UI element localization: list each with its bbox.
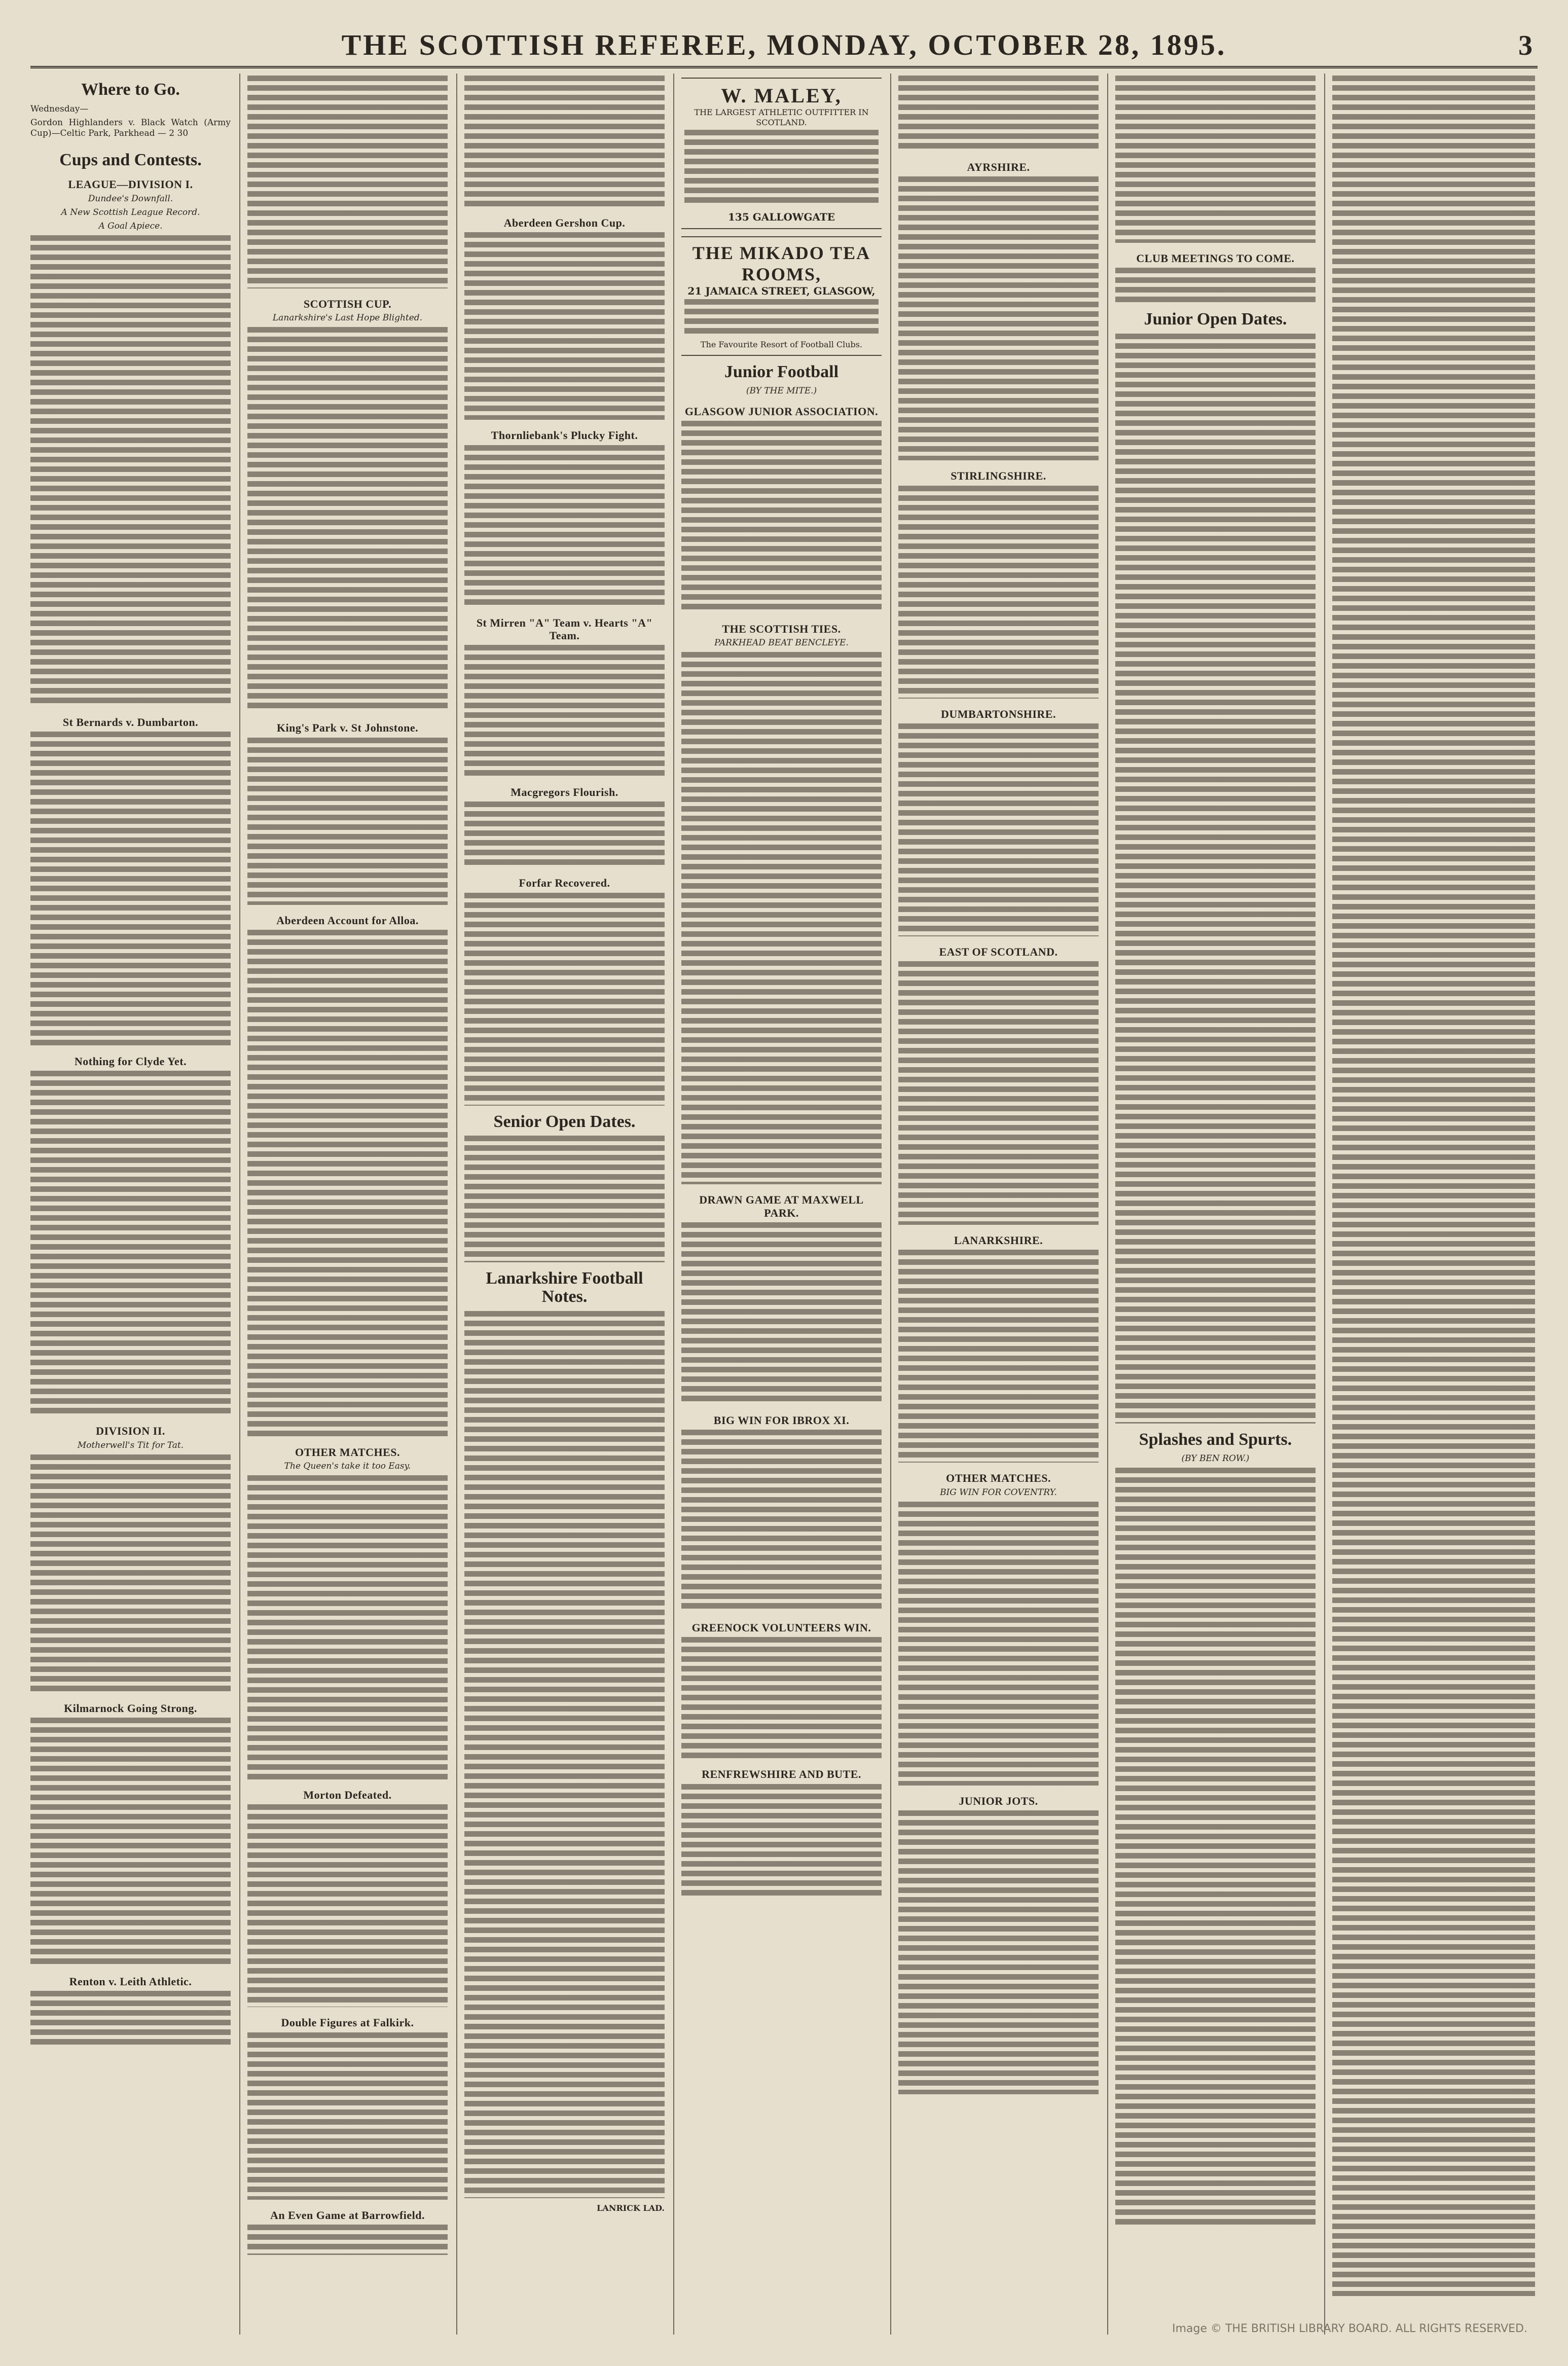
clyde-heading: Nothing for Clyde Yet. bbox=[74, 1054, 187, 1068]
article-text-block bbox=[247, 1804, 448, 2007]
article-text-block bbox=[681, 421, 882, 613]
article-text-block bbox=[464, 893, 665, 1106]
column-rule bbox=[673, 74, 674, 2335]
columns bbox=[30, 74, 1538, 2335]
column-rule bbox=[239, 74, 240, 2335]
article-text-block bbox=[681, 1637, 882, 1759]
dumbartonshire-heading: DUMBARTONSHIRE. bbox=[941, 707, 1056, 720]
article-text-block bbox=[681, 1222, 882, 1405]
copyright-notice: Image © THE BRITISH LIBRARY BOARD. ALL RIGHTS RESERVED. bbox=[1172, 2322, 1527, 2335]
junior-football-heading: Junior Football bbox=[724, 362, 839, 381]
where-to-go-entry: Gordon Highlanders v. Black Watch (Army Cup)—Celtic Park, Parkhead — 2 30 bbox=[30, 117, 231, 138]
barrowfield-heading: An Even Game at Barrowfield. bbox=[270, 2208, 425, 2222]
junior-byline: (BY THE MITE.) bbox=[746, 385, 817, 396]
senior-open-heading: Senior Open Dates. bbox=[493, 1112, 636, 1131]
column-7 bbox=[1332, 74, 1535, 2335]
column-rule bbox=[1324, 74, 1325, 2335]
article-text-block bbox=[898, 486, 1099, 699]
lanarkshire-sub: Lanarkshire's Last Hope Blighted. bbox=[272, 313, 423, 323]
division-two-heading: DIVISION II. bbox=[96, 1425, 165, 1438]
masthead-title: THE SCOTTISH REFEREE, MONDAY, OCTOBER 28, 1895. bbox=[341, 28, 1227, 61]
table-block bbox=[1115, 268, 1316, 303]
article-text-block bbox=[247, 2032, 448, 2200]
where-to-go-day: Wednesday— bbox=[30, 103, 89, 114]
article-text-block bbox=[247, 930, 448, 1437]
junior-jots-heading: JUNIOR JOTS. bbox=[959, 1794, 1038, 1807]
article-text-block bbox=[898, 76, 1099, 152]
page-number: 3 bbox=[1518, 30, 1533, 61]
record-sub: A New Scottish League Record. bbox=[61, 207, 200, 217]
queens-sub: The Queen's take it too Easy. bbox=[284, 1461, 411, 1472]
article-text-block bbox=[464, 445, 665, 607]
maley-address: 135 GALLOWGATE bbox=[728, 211, 835, 223]
aberdeen-cup-heading: Aberdeen Gershon Cup. bbox=[503, 216, 626, 229]
splashes-heading: Splashes and Spurts. bbox=[1139, 1430, 1292, 1449]
stirlingshire-heading: STIRLINGSHIRE. bbox=[951, 469, 1046, 483]
dundee-sub: Dundee's Downfall. bbox=[88, 193, 173, 204]
aberdeen-account-heading: Aberdeen Account for Alloa. bbox=[276, 914, 419, 927]
article-text-block bbox=[898, 961, 1099, 1225]
lanarkshire-heading: LANARKSHIRE. bbox=[954, 1234, 1043, 1247]
column-5 bbox=[898, 74, 1099, 2335]
motherwell-heading: Motherwell's Tit for Tat. bbox=[77, 1440, 184, 1450]
newspaper-page bbox=[30, 25, 1538, 2342]
article-text-block bbox=[247, 2225, 448, 2255]
cups-heading: Cups and Contests. bbox=[59, 150, 202, 169]
scottish-ties-heading: THE SCOTTISH TIES. bbox=[722, 622, 841, 635]
splashes-byline: (BY BEN ROW.) bbox=[1181, 1453, 1250, 1464]
article-text-block bbox=[30, 1991, 231, 2047]
article-text-block bbox=[898, 1502, 1099, 1786]
article-text-block bbox=[30, 1718, 231, 1966]
masthead bbox=[30, 25, 1538, 68]
mikado-tagline: The Favourite Resort of Football Clubs. bbox=[700, 340, 863, 349]
morton-heading: Morton Defeated. bbox=[303, 1789, 392, 1802]
advert-text-block bbox=[684, 299, 879, 335]
st-mirren-heading: St Mirren "A" Team v. Hearts "A" Team. bbox=[476, 616, 653, 642]
ibrox-heading: BIG WIN FOR IBROX XI. bbox=[713, 1413, 850, 1427]
article-text-block bbox=[464, 802, 665, 867]
parkhead-sub: PARKHEAD BEAT BENCLEYE. bbox=[714, 638, 849, 648]
forfar-heading: Forfar Recovered. bbox=[519, 877, 610, 890]
column-3 bbox=[464, 74, 665, 2335]
greenock-heading: GREENOCK VOLUNTEERS WIN. bbox=[691, 1621, 871, 1634]
column-rule bbox=[456, 74, 457, 2335]
column-2 bbox=[247, 74, 448, 2335]
kings-park-heading: King's Park v. St Johnstone. bbox=[276, 721, 419, 735]
article-text-block bbox=[247, 76, 448, 288]
column-rule bbox=[1107, 74, 1108, 2335]
other-matches-heading: OTHER MATCHES. bbox=[295, 1445, 400, 1459]
coventry-sub: BIG WIN FOR COVENTRY. bbox=[940, 1487, 1057, 1498]
renfrewshire-heading: RENFREWSHIRE AND BUTE. bbox=[702, 1768, 861, 1781]
article-text-block bbox=[464, 76, 665, 207]
article-text-block bbox=[30, 732, 231, 1046]
bernards-heading: St Bernards v. Dumbarton. bbox=[62, 715, 199, 729]
column-6 bbox=[1115, 74, 1316, 2335]
article-text-block bbox=[247, 1475, 448, 1779]
maley-line: THE LARGEST ATHLETIC OUTFITTER IN SCOTLAND. bbox=[694, 107, 869, 127]
article-text-block bbox=[247, 738, 448, 905]
where-to-go-heading: Where to Go. bbox=[81, 80, 180, 99]
junior-open-heading: Junior Open Dates. bbox=[1144, 310, 1287, 329]
maley-title: W. MALEY, bbox=[721, 84, 842, 107]
article-text-block bbox=[898, 723, 1099, 936]
mikado-title: THE MIKADO TEA ROOMS, bbox=[692, 243, 871, 284]
advert-text-block bbox=[684, 130, 879, 206]
maxwell-park-heading: DRAWN GAME AT MAXWELL PARK. bbox=[699, 1193, 864, 1219]
article-text-block bbox=[681, 1784, 882, 1896]
column-4 bbox=[681, 74, 882, 2335]
mikado-advert bbox=[681, 236, 882, 356]
glasgow-junior-heading: GLASGOW JUNIOR ASSOCIATION. bbox=[684, 405, 879, 418]
article-text-block bbox=[898, 1250, 1099, 1463]
thornliebank-heading: Thornliebank's Plucky Fight. bbox=[491, 429, 638, 442]
article-text-block bbox=[1332, 76, 1535, 2296]
maley-advert bbox=[681, 78, 882, 229]
kilmarnock-heading: Kilmarnock Going Strong. bbox=[64, 1701, 197, 1715]
falkirk-heading: Double Figures at Falkirk. bbox=[281, 2016, 414, 2029]
article-text-block bbox=[1115, 1468, 1316, 2228]
article-text-block bbox=[464, 1311, 665, 2198]
article-text-block bbox=[247, 327, 448, 712]
article-text-block bbox=[1115, 76, 1316, 243]
article-text-block bbox=[464, 645, 665, 777]
lanarkshire-notes-heading: Lanarkshire Football Notes. bbox=[486, 1269, 643, 1306]
signature: LANRICK LAD. bbox=[597, 2203, 665, 2213]
article-text-block bbox=[1115, 334, 1316, 1424]
scottish-cup-heading: SCOTTISH CUP. bbox=[303, 298, 392, 310]
article-text-block bbox=[30, 1454, 231, 1693]
macgregors-heading: Macgregors Flourish. bbox=[510, 786, 618, 799]
goal-apiece-sub: A Goal Apiece. bbox=[98, 221, 163, 231]
east-scotland-heading: EAST OF SCOTLAND. bbox=[939, 945, 1058, 958]
article-text-block bbox=[681, 1430, 882, 1612]
article-text-block bbox=[30, 235, 231, 707]
ayrshire-heading: AYRSHIRE. bbox=[967, 161, 1030, 173]
article-text-block bbox=[464, 1136, 665, 1262]
column-rule bbox=[890, 74, 891, 2335]
article-text-block bbox=[898, 176, 1099, 460]
article-text-block bbox=[30, 1071, 231, 1415]
club-meetings-heading: CLUB MEETINGS TO COME. bbox=[1136, 252, 1295, 265]
renton-heading: Renton v. Leith Athletic. bbox=[69, 1975, 192, 1988]
division-one-heading: LEAGUE—DIVISION I. bbox=[68, 178, 193, 191]
column-1 bbox=[30, 74, 231, 2335]
article-text-block bbox=[464, 232, 665, 420]
mikado-address: 21 JAMAICA STREET, GLASGOW, bbox=[687, 285, 876, 297]
article-text-block bbox=[898, 1810, 1099, 2094]
other-matches-heading-5: OTHER MATCHES. bbox=[945, 1472, 1051, 1485]
article-text-block bbox=[681, 652, 882, 1184]
